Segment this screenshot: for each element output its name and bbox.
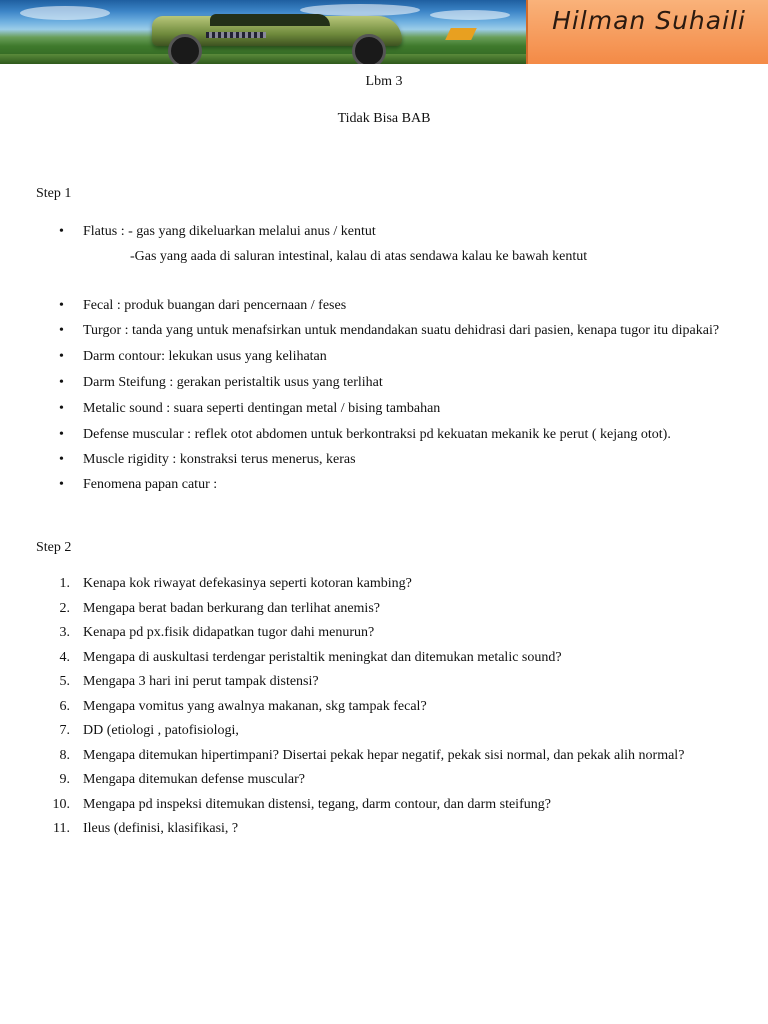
list-number: 6.: [59, 698, 70, 714]
bullet-icon: •: [59, 298, 64, 313]
step2-item: Kenapa kok riwayat defekasinya seperti kotoran kambing?: [83, 576, 412, 591]
step2-item: Mengapa 3 hari ini perut tampak distensi?: [83, 674, 319, 689]
bullet-icon: •: [59, 452, 64, 467]
author-name: Hilman Suhaili: [552, 6, 746, 35]
step1-item: Metalic sound : suara seperti dentingan metal / bising tambahan: [83, 401, 441, 416]
list-number: 4.: [59, 649, 70, 665]
bullet-icon: •: [59, 477, 64, 492]
list-number: 1.: [59, 576, 70, 591]
doc-title: Lbm 3: [365, 74, 403, 89]
list-number: 7.: [59, 723, 70, 738]
flatus-continuation: -Gas yang aada di saluran intestinal, kalau di atas sendawa kalau ke bawah kentut: [130, 249, 588, 264]
list-number: 9.: [59, 772, 70, 787]
step1-item: Turgor : tanda yang untuk menafsirkan untuk mendandakan suatu dehidrasi dari pasien, kenapa tugor itu dipakai?: [83, 323, 720, 338]
list-number: 8.: [59, 747, 70, 763]
list-number: 10.: [52, 796, 70, 812]
bullet-icon: •: [59, 427, 64, 442]
step2-item: DD (etiologi , patofisiologi,: [83, 723, 239, 738]
doc-subtitle: Tidak Bisa BAB: [337, 111, 431, 126]
step1-item: Darm contour: lekukan usus yang kelihatan: [83, 349, 327, 364]
step2-item: Mengapa ditemukan defense muscular?: [83, 772, 305, 787]
step1-item: Fenomena papan catur :: [83, 477, 218, 492]
banner-image: [0, 0, 526, 64]
bullet-icon: •: [59, 323, 64, 338]
step2-item: Mengapa vomitus yang awalnya makanan, skg tampak fecal?: [83, 698, 427, 714]
step2-item: Mengapa di auskultasi terdengar peristaltik meningkat dan ditemukan metalic sound?: [83, 649, 562, 665]
step2-item: Mengapa berat badan berkurang dan terlihat anemis?: [83, 600, 380, 616]
step1-item: Muscle rigidity : konstraksi terus menerus, keras: [83, 452, 356, 467]
step1-item: Fecal : produk buangan dari pencernaan / feses: [83, 298, 347, 313]
bullet-icon: •: [59, 401, 64, 416]
list-number: 11.: [53, 821, 70, 836]
list-number: 2.: [59, 600, 70, 616]
step1-item: Flatus : - gas yang dikeluarkan melalui anus / kentut: [83, 224, 376, 239]
step2-item: Kenapa pd px.fisik didapatkan tugor dahi menurun?: [83, 625, 375, 640]
bullet-icon: •: [59, 224, 64, 239]
list-number: 5.: [59, 674, 70, 689]
author-panel: [526, 0, 768, 64]
step2-item: Ileus (definisi, klasifikasi, ?: [83, 821, 239, 836]
logo-icon: [445, 28, 477, 40]
bullet-icon: •: [59, 375, 64, 390]
step2-heading: Step 2: [36, 540, 72, 555]
step1-heading: Step 1: [36, 186, 72, 201]
step2-item: Mengapa ditemukan hipertimpani? Disertai pekak hepar negatif, pekak sisi normal, dan pekak alih normal?: [83, 747, 685, 763]
step1-item: Defense muscular : reflek otot abdomen untuk berkontraksi pd kekuatan mekanik ke perut ( kejang otot).: [83, 427, 671, 442]
bullet-icon: •: [59, 349, 64, 364]
step1-item: Darm Steifung : gerakan peristaltik usus yang terlihat: [83, 375, 383, 390]
step2-item: Mengapa pd inspeksi ditemukan distensi, tegang, darm contour, dan darm steifung?: [83, 796, 551, 812]
list-number: 3.: [59, 625, 70, 640]
header-banner: [0, 0, 768, 64]
